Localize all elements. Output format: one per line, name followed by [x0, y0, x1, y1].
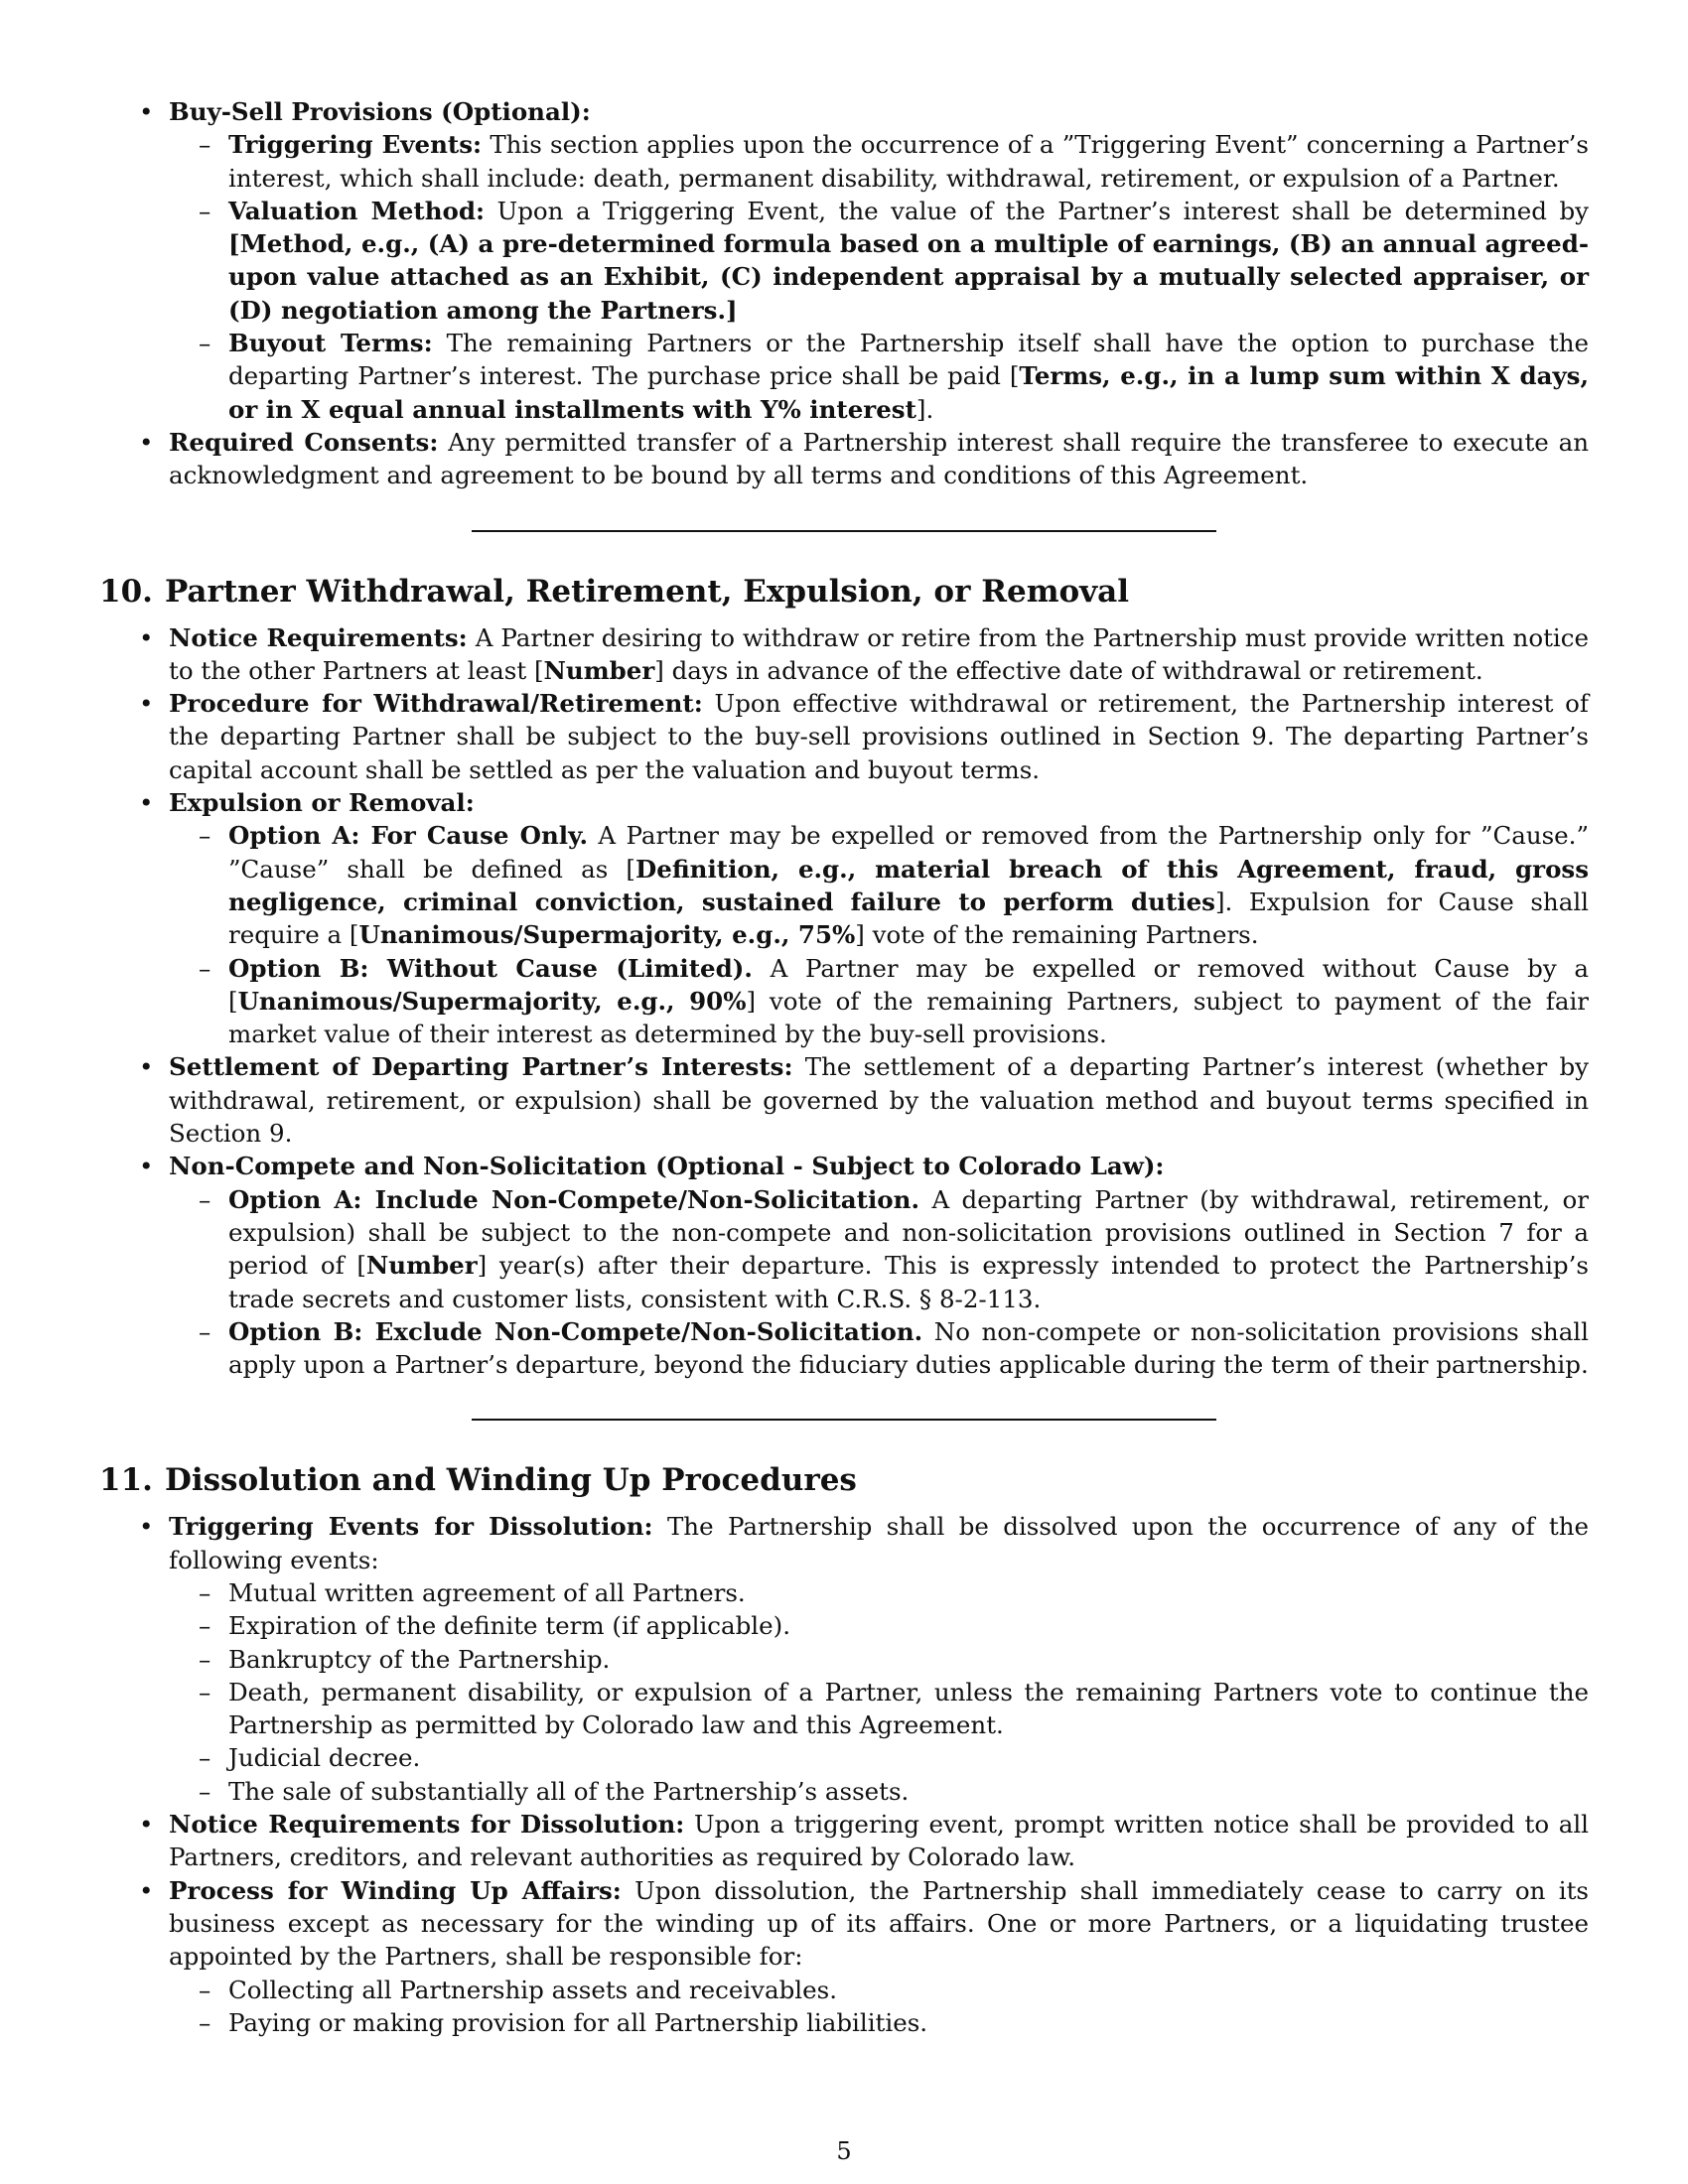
dissolution-triggers-text: The Partnership shall be dissolved upon the occurrence of any of the following events: — [169, 1512, 1589, 1574]
procedure-label: Procedure for Withdrawal/Retirement: — [169, 689, 703, 719]
list-item: – The sale of substantially all of the Partnership’s assets. — [228, 1775, 1589, 1808]
section9-list — [99, 95, 1589, 492]
list-item-dissolution-notice — [169, 1808, 1589, 1874]
page-content — [99, 95, 1589, 2039]
notice-requirements-placeholder: Number — [543, 655, 655, 685]
noncompete-option-b-label: Option B: Exclude Non-Compete/Non-Solicitation. — [228, 1316, 923, 1346]
dissolution-triggers-sublist — [169, 1576, 1589, 1808]
noncompete-label: Non-Compete and Non-Solicitation (Optional - Subject to Colorado Law): — [169, 1152, 1165, 1181]
list-item-buyout-terms — [228, 327, 1589, 426]
section-divider — [472, 1419, 1216, 1421]
list-item-triggering-events — [228, 128, 1589, 195]
list-item-noncompete-option-b — [228, 1315, 1589, 1382]
noncompete-option-a-placeholder: Number — [365, 1251, 478, 1281]
list-item-noncompete — [169, 1150, 1589, 1381]
list-item: – Collecting all Partnership assets and receivables. — [228, 1974, 1589, 2006]
dissolution-triggers-label: Triggering Events for Dissolution: — [169, 1512, 653, 1542]
notice-requirements-text-after: ] days in advance of the effective date of withdrawal or retirement. — [654, 655, 1483, 685]
list-item-valuation-method — [228, 195, 1589, 327]
winding-up-text: Upon dissolution, the Partnership shall immediately cease to carry on its business except as necessary for the winding up of its affairs. One or more Partners, or a liquidating trustee appointed by the Partners, shall be responsible for: — [169, 1875, 1589, 1972]
settlement-label: Settlement of Departing Partner’s Interests: — [169, 1052, 793, 1082]
valuation-method-text: Upon a Triggering Event, the value of the Partner’s interest shall be determined by — [496, 196, 1589, 225]
notice-requirements-label: Notice Requirements: — [169, 622, 468, 652]
winding-up-label: Process for Winding Up Affairs: — [169, 1875, 622, 1905]
noncompete-sublist — [169, 1183, 1589, 1382]
noncompete-option-a-text-2: ] year(s) after their departure. This is expressly intended to protect the Partnership’s trade secrets and customer lists, consistent with C.R.S. § 8-2-113. — [228, 1251, 1589, 1313]
list-item-dissolution-triggers — [169, 1510, 1589, 1808]
expulsion-option-b-label: Option B: Without Cause (Limited). — [228, 953, 753, 983]
list-item-winding-up — [169, 1874, 1589, 2039]
expulsion-option-a-definition: Definition, e.g., material breach of this Agreement, fraud, gross negligence, criminal conviction, sustained failure to perform duties — [228, 854, 1589, 916]
dissolution-notice-text: Upon a triggering event, prompt written notice shall be provided to all Partners, creditors, and relevant authorities as required by Colorado law. — [169, 1810, 1589, 1872]
list-item: – Mutual written agreement of all Partners. — [228, 1576, 1589, 1609]
list-item: – Bankruptcy of the Partnership. — [228, 1643, 1589, 1676]
triggering-events-text: This section applies upon the occurrence of a ”Triggering Event” concerning a Partner’s interest, which shall include: death, permanent disability, withdrawal, retirement, or expulsion of a Partner. — [228, 130, 1589, 193]
section11-heading — [99, 1460, 1589, 1500]
list-item-expulsion-option-a — [228, 819, 1589, 951]
expulsion-label: Expulsion or Removal: — [169, 788, 475, 818]
buyout-terms-text-after: ]. — [915, 394, 934, 424]
list-item-expulsion-option-b — [228, 952, 1589, 1051]
noncompete-option-a-label: Option A: Include Non-Compete/Non-Solicitation. — [228, 1184, 919, 1214]
expulsion-option-b-vote: Unanimous/Supermajority, e.g., 90% — [237, 986, 747, 1016]
required-consents-text: Any permitted transfer of a Partnership interest shall require the transferee to execute an acknowledgment and agreement to be bound by all terms and conditions of this Agreement. — [169, 427, 1590, 490]
expulsion-option-a-text-1: A Partner may be expelled or removed from the Partnership only for ”Cause.” ”Cause” shall be defined as [ — [228, 821, 1589, 884]
list-item-buy-sell — [169, 95, 1589, 426]
buy-sell-label: Buy-Sell Provisions (Optional): — [169, 97, 591, 126]
section11-title: Dissolution and Winding Up Procedures — [164, 1462, 857, 1499]
buyout-terms-label: Buyout Terms: — [228, 329, 433, 358]
section10-title: Partner Withdrawal, Retirement, Expulsion, or Removal — [164, 573, 1130, 610]
winding-up-sublist — [169, 1974, 1589, 2040]
expulsion-option-b-text-2: ] vote of the remaining Partners, subject to payment of the fair market value of their interest as determined by the buy-sell provisions. — [228, 986, 1589, 1049]
expulsion-sublist — [169, 819, 1589, 1050]
valuation-method-label: Valuation Method: — [228, 196, 486, 225]
list-item: – Judicial decree. — [228, 1741, 1589, 1774]
section10-heading — [99, 572, 1589, 612]
expulsion-option-a-text-3: ] vote of the remaining Partners. — [855, 920, 1259, 950]
noncompete-option-b-text: No non-compete or non-solicitation provisions shall apply upon a Partner’s departure, beyond the fiduciary duties applicable during the term of their partnership. — [228, 1316, 1589, 1380]
notice-requirements-text: A Partner desiring to withdraw or retire from the Partnership must provide written notice to the other Partners at least [ — [169, 622, 1589, 685]
list-item-procedure — [169, 687, 1589, 786]
required-consents-label: Required Consents: — [169, 427, 439, 457]
expulsion-option-a-vote: Unanimous/Supermajority, e.g., 75% — [358, 920, 856, 950]
buy-sell-sublist — [169, 128, 1589, 426]
procedure-text: Upon effective withdrawal or retirement, the Partnership interest of the departing Partner shall be subject to the buy-sell provisions outlined in Section 9. The departing Partner’s capital account shall be settled as per the valuation and buyout terms. — [169, 689, 1589, 784]
page-number: 5 — [836, 2137, 852, 2165]
section10-number: 10. — [99, 573, 153, 610]
list-item-settlement — [169, 1050, 1589, 1150]
valuation-method-placeholder: [Method, e.g., (A) a pre-determined formula based on a multiple of earnings, (B) an annual agreed-upon value attached as an Exhibit, (C) independent appraisal by a mutually selected appraiser, or (D) negotiation among the Partners.] — [228, 229, 1589, 325]
settlement-text: The settlement of a departing Partner’s interest (whether by withdrawal, retirement, or expulsion) shall be governed by the valuation method and buyout terms specified in Section 9. — [169, 1052, 1589, 1149]
list-item-notice-requirements — [169, 621, 1589, 688]
triggering-events-label: Triggering Events: — [228, 130, 483, 160]
section11-list — [99, 1510, 1589, 2039]
buyout-terms-placeholder: Terms, e.g., in a lump sum within X days, or in X equal annual installments with Y% interest — [228, 361, 1590, 424]
list-item-required-consents — [169, 426, 1589, 492]
expulsion-option-a-label: Option A: For Cause Only. — [228, 821, 589, 851]
buyout-terms-text: The remaining Partners or the Partnership itself shall have the option to purchase the departing Partner’s interest. The purchase price shall be paid [ — [228, 329, 1589, 391]
list-item: – Paying or making provision for all Partnership liabilities. — [228, 2006, 1589, 2039]
list-item-expulsion — [169, 786, 1589, 1050]
section11-number: 11. — [99, 1462, 153, 1499]
section10-list — [99, 621, 1589, 1382]
list-item: – Expiration of the definite term (if applicable). — [228, 1609, 1589, 1642]
expulsion-option-b-text-1: A Partner may be expelled or removed without Cause by a [ — [228, 953, 1589, 1016]
dissolution-notice-label: Notice Requirements for Dissolution: — [169, 1810, 685, 1840]
list-item-noncompete-option-a — [228, 1183, 1589, 1315]
noncompete-option-a-text-1: A departing Partner (by withdrawal, retirement, or expulsion) shall be subject to the non-compete and non-solicitation provisions outlined in Section 7 for a period of [ — [228, 1184, 1589, 1281]
expulsion-option-a-text-2: ]. Expulsion for Cause shall require a [ — [228, 887, 1589, 950]
section-divider — [472, 530, 1216, 532]
list-item: – Death, permanent disability, or expulsion of a Partner, unless the remaining Partners vote to continue the Partnership as permitted by Colorado law and this Agreement. — [228, 1676, 1589, 1742]
